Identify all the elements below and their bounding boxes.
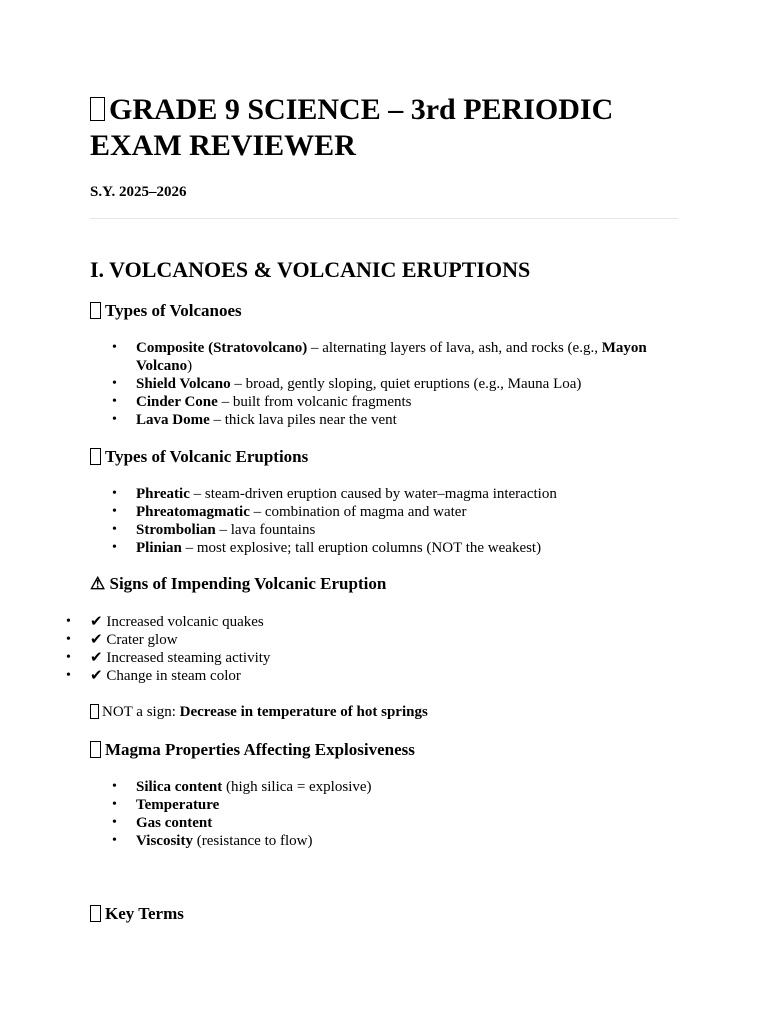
check-item: • ✔ Crater glow	[90, 631, 632, 649]
list-item: • Strombolian – lava fountains	[136, 521, 678, 539]
list-item: • Viscosity (resistance to flow)	[136, 832, 678, 850]
list-item: • Cinder Cone – built from volcanic fragments	[136, 393, 678, 411]
list-item: • Gas content	[136, 814, 678, 832]
subheading-types-of-volcanoes: Types of Volcanoes	[90, 301, 242, 321]
missing-glyph-icon	[90, 448, 101, 465]
missing-glyph-icon	[90, 704, 99, 719]
subheading-magma: Magma Properties Affecting Explosiveness	[90, 740, 415, 760]
not-a-sign-note: NOT a sign: Decrease in temperature of hot springs	[90, 703, 428, 721]
section-heading: I. VOLCANOES & VOLCANIC ERUPTIONS	[90, 257, 531, 282]
subheading-signs: ⚠ Signs of Impending Volcanic Eruption	[90, 574, 387, 593]
list-item: • Plinian – most explosive; tall eruption columns (NOT the weakest)	[136, 539, 678, 557]
list-item: • Composite (Stratovolcano) – alternating layers of lava, ash, and rocks (e.g., Mayon Volcano)	[136, 339, 678, 375]
list-item: • Silica content (high silica = explosive)	[136, 778, 678, 796]
list-item: • Lava Dome – thick lava piles near the vent	[136, 411, 678, 429]
check-item: • ✔ Increased volcanic quakes	[90, 613, 632, 631]
list-item: • Phreatomagmatic – combination of magma and water	[136, 503, 678, 521]
divider	[90, 218, 678, 219]
list-item: • Temperature	[136, 796, 678, 814]
missing-glyph-icon	[90, 302, 101, 319]
volcano-types-list	[90, 339, 678, 429]
check-item: • ✔ Increased steaming activity	[90, 649, 632, 667]
page-title	[90, 92, 678, 164]
check-item: • ✔ Change in steam color	[90, 667, 632, 685]
list-item: • Shield Volcano – broad, gently sloping, quiet eruptions (e.g., Mauna Loa)	[136, 375, 678, 393]
signs-list	[90, 613, 632, 685]
list-item: • Phreatic – steam-driven eruption caused by water–magma interaction	[136, 485, 678, 503]
subheading-key-terms: Key Terms	[90, 904, 184, 924]
missing-glyph-icon	[90, 905, 101, 922]
subheading-types-of-eruptions: Types of Volcanic Eruptions	[90, 447, 308, 467]
missing-glyph-icon	[90, 741, 101, 758]
missing-glyph-icon	[90, 97, 105, 121]
eruption-types-list	[90, 485, 678, 557]
page-title-text: GRADE 9 SCIENCE – 3rd PERIODIC EXAM REVIEWER	[90, 93, 614, 162]
school-year: S.Y. 2025–2026	[90, 184, 187, 200]
magma-properties-list	[90, 778, 678, 850]
